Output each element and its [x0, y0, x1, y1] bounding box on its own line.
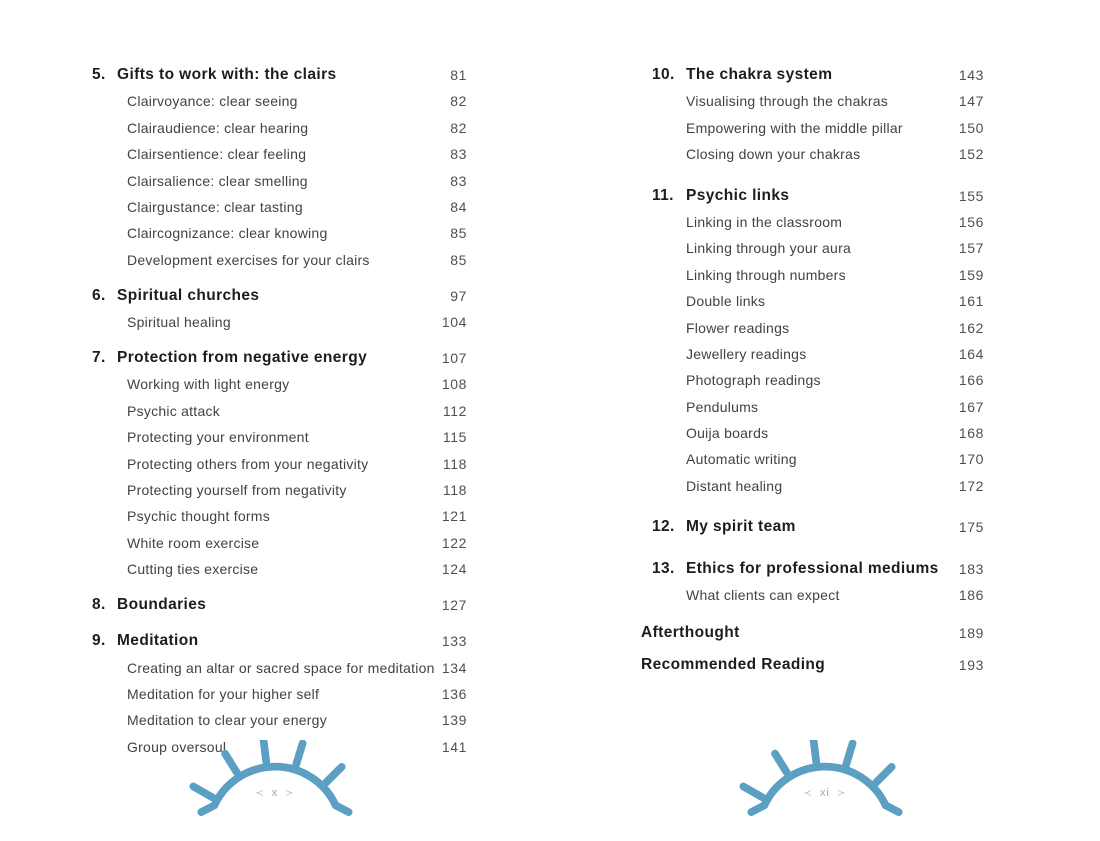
toc-row [92, 62, 467, 88]
entry-label: Visualising through the chakras [686, 93, 889, 110]
entry-page-number: 84 [450, 198, 467, 215]
entry-page-number: 118 [442, 455, 467, 472]
entry-page-number: 157 [958, 240, 984, 257]
entry-page-number: 155 [958, 187, 984, 204]
entry-page-number: 166 [958, 372, 984, 389]
entry-label: Working with light energy [127, 376, 290, 393]
entry-label: Meditation for your higher self [127, 685, 320, 702]
entry-page-number: 81 [450, 67, 467, 83]
folio-number: xi [820, 787, 830, 799]
entry-label: Development exercises for your clairs [127, 251, 370, 268]
entry-page-number: 141 [441, 738, 467, 755]
entry-label: Double links [686, 293, 766, 310]
entry-label: Automatic writing [686, 451, 797, 468]
toc-row [641, 288, 984, 314]
entry-page-number: 108 [441, 376, 467, 393]
entry-page-number: 175 [958, 519, 984, 536]
entry-label: Spiritual healing [127, 314, 231, 331]
entry-label: Protecting yourself from negativity [127, 482, 347, 499]
entry-page-number: 118 [442, 482, 467, 499]
toc-row [641, 262, 984, 288]
entry-label: Claircognizance: clear knowing [127, 225, 328, 242]
entry-page-number: 82 [450, 119, 467, 136]
entry-page-number: 168 [958, 425, 984, 442]
toc-row [92, 628, 467, 654]
chapter-number: 12. [652, 518, 675, 536]
page-folio [804, 787, 847, 799]
entry-label: Meditation to clear your energy [127, 712, 327, 729]
folio-ornament-right: ≻ [285, 787, 295, 799]
entry-label: Gifts to work with: the clairs [117, 66, 337, 83]
entry-page-number: 85 [450, 225, 467, 242]
toc-row [92, 371, 467, 397]
entry-label: Psychic links [686, 186, 790, 204]
entry-label: The chakra system [686, 66, 833, 83]
entry-page-number: 83 [450, 146, 467, 163]
chapter-number: 8. [92, 596, 106, 614]
entry-page-number: 122 [441, 534, 467, 551]
entry-page-number: 112 [442, 402, 467, 419]
entry-page-number: 170 [958, 451, 984, 468]
toc-row [641, 394, 984, 420]
entry-label: Cutting ties exercise [127, 561, 259, 578]
entry-label: Distant healing [686, 477, 783, 494]
entry-label: Linking through your aura [686, 240, 852, 257]
entry-label: Creating an altar or sacred space for meditation [127, 659, 435, 676]
toc-entries-left [92, 62, 467, 760]
entry-page-number: 143 [958, 67, 984, 83]
toc-row [641, 209, 984, 235]
entry-label: Pendulums [686, 398, 759, 415]
toc-row [641, 473, 984, 499]
sun-icon [185, 740, 365, 826]
sun-icon [735, 740, 915, 826]
entry-page-number: 161 [958, 293, 984, 310]
chapter-number: 10. [652, 66, 675, 83]
entry-page-number: 136 [441, 685, 467, 702]
entry-label: Protecting others from your negativity [127, 455, 369, 472]
entry-label: Meditation [117, 632, 199, 650]
toc-row [641, 620, 984, 646]
entry-label: Protection from negative energy [117, 349, 368, 367]
entry-label: My spirit team [686, 518, 796, 536]
entry-page-number: 127 [441, 597, 467, 614]
toc-row [641, 420, 984, 446]
entry-page-number: 147 [958, 93, 984, 110]
toc-row [92, 309, 467, 335]
entry-label: Linking through numbers [686, 266, 846, 283]
toc-row [92, 115, 467, 141]
entry-page-number: 183 [958, 560, 984, 577]
entry-page-number: 189 [958, 625, 984, 642]
entry-label: Clairsentience: clear feeling [127, 146, 307, 163]
entry-label: What clients can expect [686, 587, 840, 604]
entry-label: Ouija boards [686, 425, 769, 442]
chapter-number: 7. [92, 349, 106, 367]
entry-page-number: 97 [450, 287, 467, 304]
toc-row [641, 115, 984, 141]
entry-label: Group oversoul [127, 738, 227, 755]
toc-row [92, 141, 467, 167]
toc-row [641, 652, 984, 678]
entry-page-number: 156 [958, 213, 984, 230]
entry-page-number: 172 [958, 477, 984, 494]
chapter-number: 5. [92, 66, 106, 83]
folio-ornament-left: ≺ [803, 787, 814, 799]
entry-label: Closing down your chakras [686, 146, 861, 163]
entry-label: Ethics for professional mediums [686, 559, 939, 577]
toc-row [641, 582, 984, 608]
toc-row [641, 446, 984, 472]
toc-row [641, 341, 984, 367]
toc-row [92, 707, 467, 733]
entry-page-number: 134 [441, 659, 467, 676]
entry-page-number: 133 [441, 633, 467, 650]
entry-label: Jewellery readings [686, 345, 807, 362]
entry-page-number: 150 [958, 119, 984, 136]
toc-row [92, 477, 467, 503]
entry-label: White room exercise [127, 534, 260, 551]
toc-row [641, 315, 984, 341]
toc-row [641, 183, 984, 209]
toc-row [641, 141, 984, 167]
toc-row [92, 88, 467, 114]
right-page [550, 0, 1100, 841]
entry-page-number: 83 [450, 172, 467, 189]
toc-row [92, 283, 467, 309]
folio-ornament-right: ≻ [836, 787, 847, 799]
entry-label: Psychic thought forms [127, 508, 270, 525]
toc-row [92, 247, 467, 273]
entry-label: Protecting your environment [127, 429, 309, 446]
toc-row [92, 398, 467, 424]
chapter-number: 11. [652, 186, 674, 204]
toc-row [92, 530, 467, 556]
toc-row [92, 345, 467, 371]
entry-label: Recommended Reading [641, 655, 826, 673]
entry-label: Linking in the classroom [686, 213, 843, 230]
toc-row [641, 367, 984, 393]
entry-page-number: 107 [441, 350, 467, 367]
toc-row [641, 88, 984, 114]
entry-label: Boundaries [117, 596, 207, 614]
entry-label: Clairsalience: clear smelling [127, 172, 308, 189]
entry-page-number: 104 [441, 314, 467, 331]
entry-page-number: 124 [441, 561, 467, 578]
toc-row [92, 451, 467, 477]
entry-page-number: 152 [958, 146, 984, 163]
entry-label: Afterthought [641, 624, 740, 642]
entry-label: Flower readings [686, 319, 790, 336]
entry-page-number: 164 [958, 345, 984, 362]
chapter-number: 13. [652, 559, 675, 577]
toc-row [92, 655, 467, 681]
toc-row [92, 503, 467, 529]
toc-row [641, 556, 984, 582]
page-folio [255, 787, 294, 799]
entry-page-number: 167 [958, 398, 984, 415]
toc-row [92, 194, 467, 220]
folio-number: x [271, 787, 279, 799]
toc-entries-right [641, 62, 984, 678]
chapter-number: 6. [92, 286, 106, 304]
entry-page-number: 186 [958, 587, 984, 604]
toc-row [641, 514, 984, 540]
toc-row [641, 235, 984, 261]
toc-row [92, 556, 467, 582]
entry-label: Clairvoyance: clear seeing [127, 93, 298, 110]
entry-page-number: 121 [441, 508, 467, 525]
entry-page-number: 193 [958, 656, 984, 673]
toc-row [641, 62, 984, 88]
entry-label: Clairaudience: clear hearing [127, 119, 309, 136]
toc-row [92, 592, 467, 618]
toc-row [92, 681, 467, 707]
toc-row [92, 424, 467, 450]
toc-row [92, 220, 467, 246]
entry-page-number: 115 [442, 429, 467, 446]
entry-label: Psychic attack [127, 402, 220, 419]
entry-page-number: 159 [958, 266, 984, 283]
entry-page-number: 162 [958, 319, 984, 336]
toc-row [92, 168, 467, 194]
chapter-number: 9. [92, 632, 106, 650]
entry-page-number: 139 [441, 712, 467, 729]
entry-label: Photograph readings [686, 372, 821, 389]
entry-page-number: 82 [450, 93, 467, 110]
entry-label: Clairgustance: clear tasting [127, 198, 303, 215]
entry-label: Spiritual churches [117, 286, 260, 304]
folio-ornament-left: ≺ [255, 787, 265, 799]
entry-page-number: 85 [450, 251, 467, 268]
entry-label: Empowering with the middle pillar [686, 119, 903, 136]
